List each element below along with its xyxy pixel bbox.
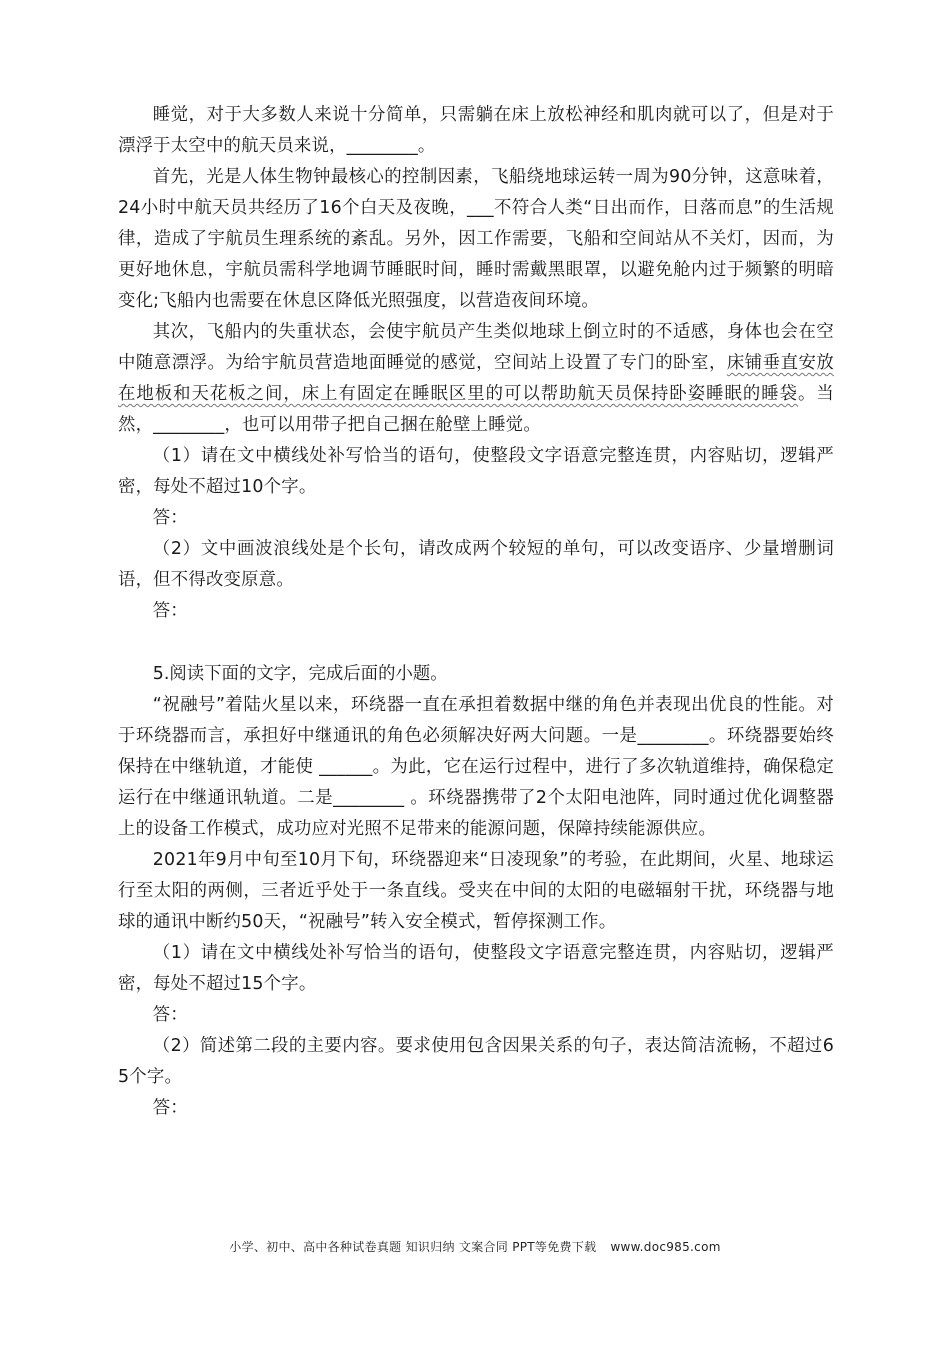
paragraph-light: 首先，光是人体生物钟最核心的控制因素，飞船绕地球运转一周为90分钟，这意味着，24小时中航天员共经历了16个白天及夜晚，___不符合人类“日出而作，日落而息”的生活规律，造成了宇航员生理系统的紊乱。另外，因工作需要，飞船和空间站从不关灯，因而，为更好地休息，宇航员需科学地调节睡眠时间，睡时需戴黑眼罩，以避免舱内过于频繁的明暗变化;飞船内也需要在休息区降低光照强度，以营造夜间环境。 <box>118 167 834 311</box>
question-5-2: （2）简述第二段的主要内容。要求使用包含因果关系的句子，表达简洁流畅，不超过65个字。 <box>118 1036 834 1087</box>
paragraph-weightless-start: 其次，飞船内的失重状态，会使宇航员产生类似地球上倒立时的不适感，身体也会在空中随意漂浮。为给宇航员营造地面睡觉的感觉，空间站上设置了专门的卧室， <box>118 322 834 373</box>
question-5-1: （1）请在文中横线处补写恰当的语句，使整段文字语意完整连贯，内容贴切，逻辑严密，每处不超过15个字。 <box>118 943 834 994</box>
question-1-2: （2）文中画波浪线处是个长句，请改成两个较短的单句，可以改变语序、少量增删词语，但不得改变原意。 <box>118 539 834 590</box>
answer-label-5-2: 答： <box>152 1098 188 1118</box>
answer-label-1-1: 答： <box>152 508 188 528</box>
page-footer <box>0 1238 950 1255</box>
question-1-1: （1）请在文中横线处补写恰当的语句，使整段文字语意完整连贯，内容贴切，逻辑严密，每处不超过10个字。 <box>118 446 834 497</box>
paragraph-intro: 睡觉，对于大多数人来说十分简单，只需躺在床上放松神经和肌肉就可以了，但是对于漂浮于太空中的航天员来说，________。 <box>118 105 834 156</box>
answer-label-1-2: 答： <box>152 601 188 621</box>
footer-url: www.doc985.com <box>610 1240 721 1254</box>
question-5-title: 5.阅读下面的文字，完成后面的小题。 <box>152 664 448 684</box>
footer-text: 小学、初中、高中各种试卷真题 知识归纳 文案合同 PPT等免费下载 <box>229 1240 597 1254</box>
answer-label-5-1: 答： <box>152 1005 188 1025</box>
paragraph-weightless-end: 。当然，________，也可以用带子把自己捆在舱壁上睡觉。 <box>118 384 835 435</box>
document-body <box>118 100 834 1124</box>
wavy-underlined-sentence: 床铺垂直安放在地板和天花板之间，床上有固定在睡眠区里的可以帮助航天员保持卧姿睡眠的睡袋 <box>118 353 834 404</box>
section-spacer <box>118 627 834 659</box>
paragraph-solar-conjunction: 2021年9月中旬至10月下旬，环绕器迎来“日凌现象”的考验，在此期间，火星、地球运行至太阳的两侧，三者近乎处于一条直线。受夹在中间的太阳的电磁辐射干扰，环绕器与地球的通讯中断约50天，“祝融号”转入安全模式，暂停探测工作。 <box>118 850 834 932</box>
paragraph-weightless <box>118 317 834 441</box>
paragraph-orbiter: “祝融号”着陆火星以来，环绕器一直在承担着数据中继的角色并表现出优良的性能。对于环绕器而言，承担好中继通讯的角色必须解决好两大问题。一是________。环绕器要始终保持在中继轨道，才能使 ______。为此，它在运行过程中，进行了多次轨道维持，确保稳定运行在中继通讯轨道。二是________ 。环绕器携带了2个太阳电池阵，同时通过优化调整器上的设备工作模式，成功应对光照不足带来的能源问题，保障持续能源供应。 <box>118 695 834 839</box>
